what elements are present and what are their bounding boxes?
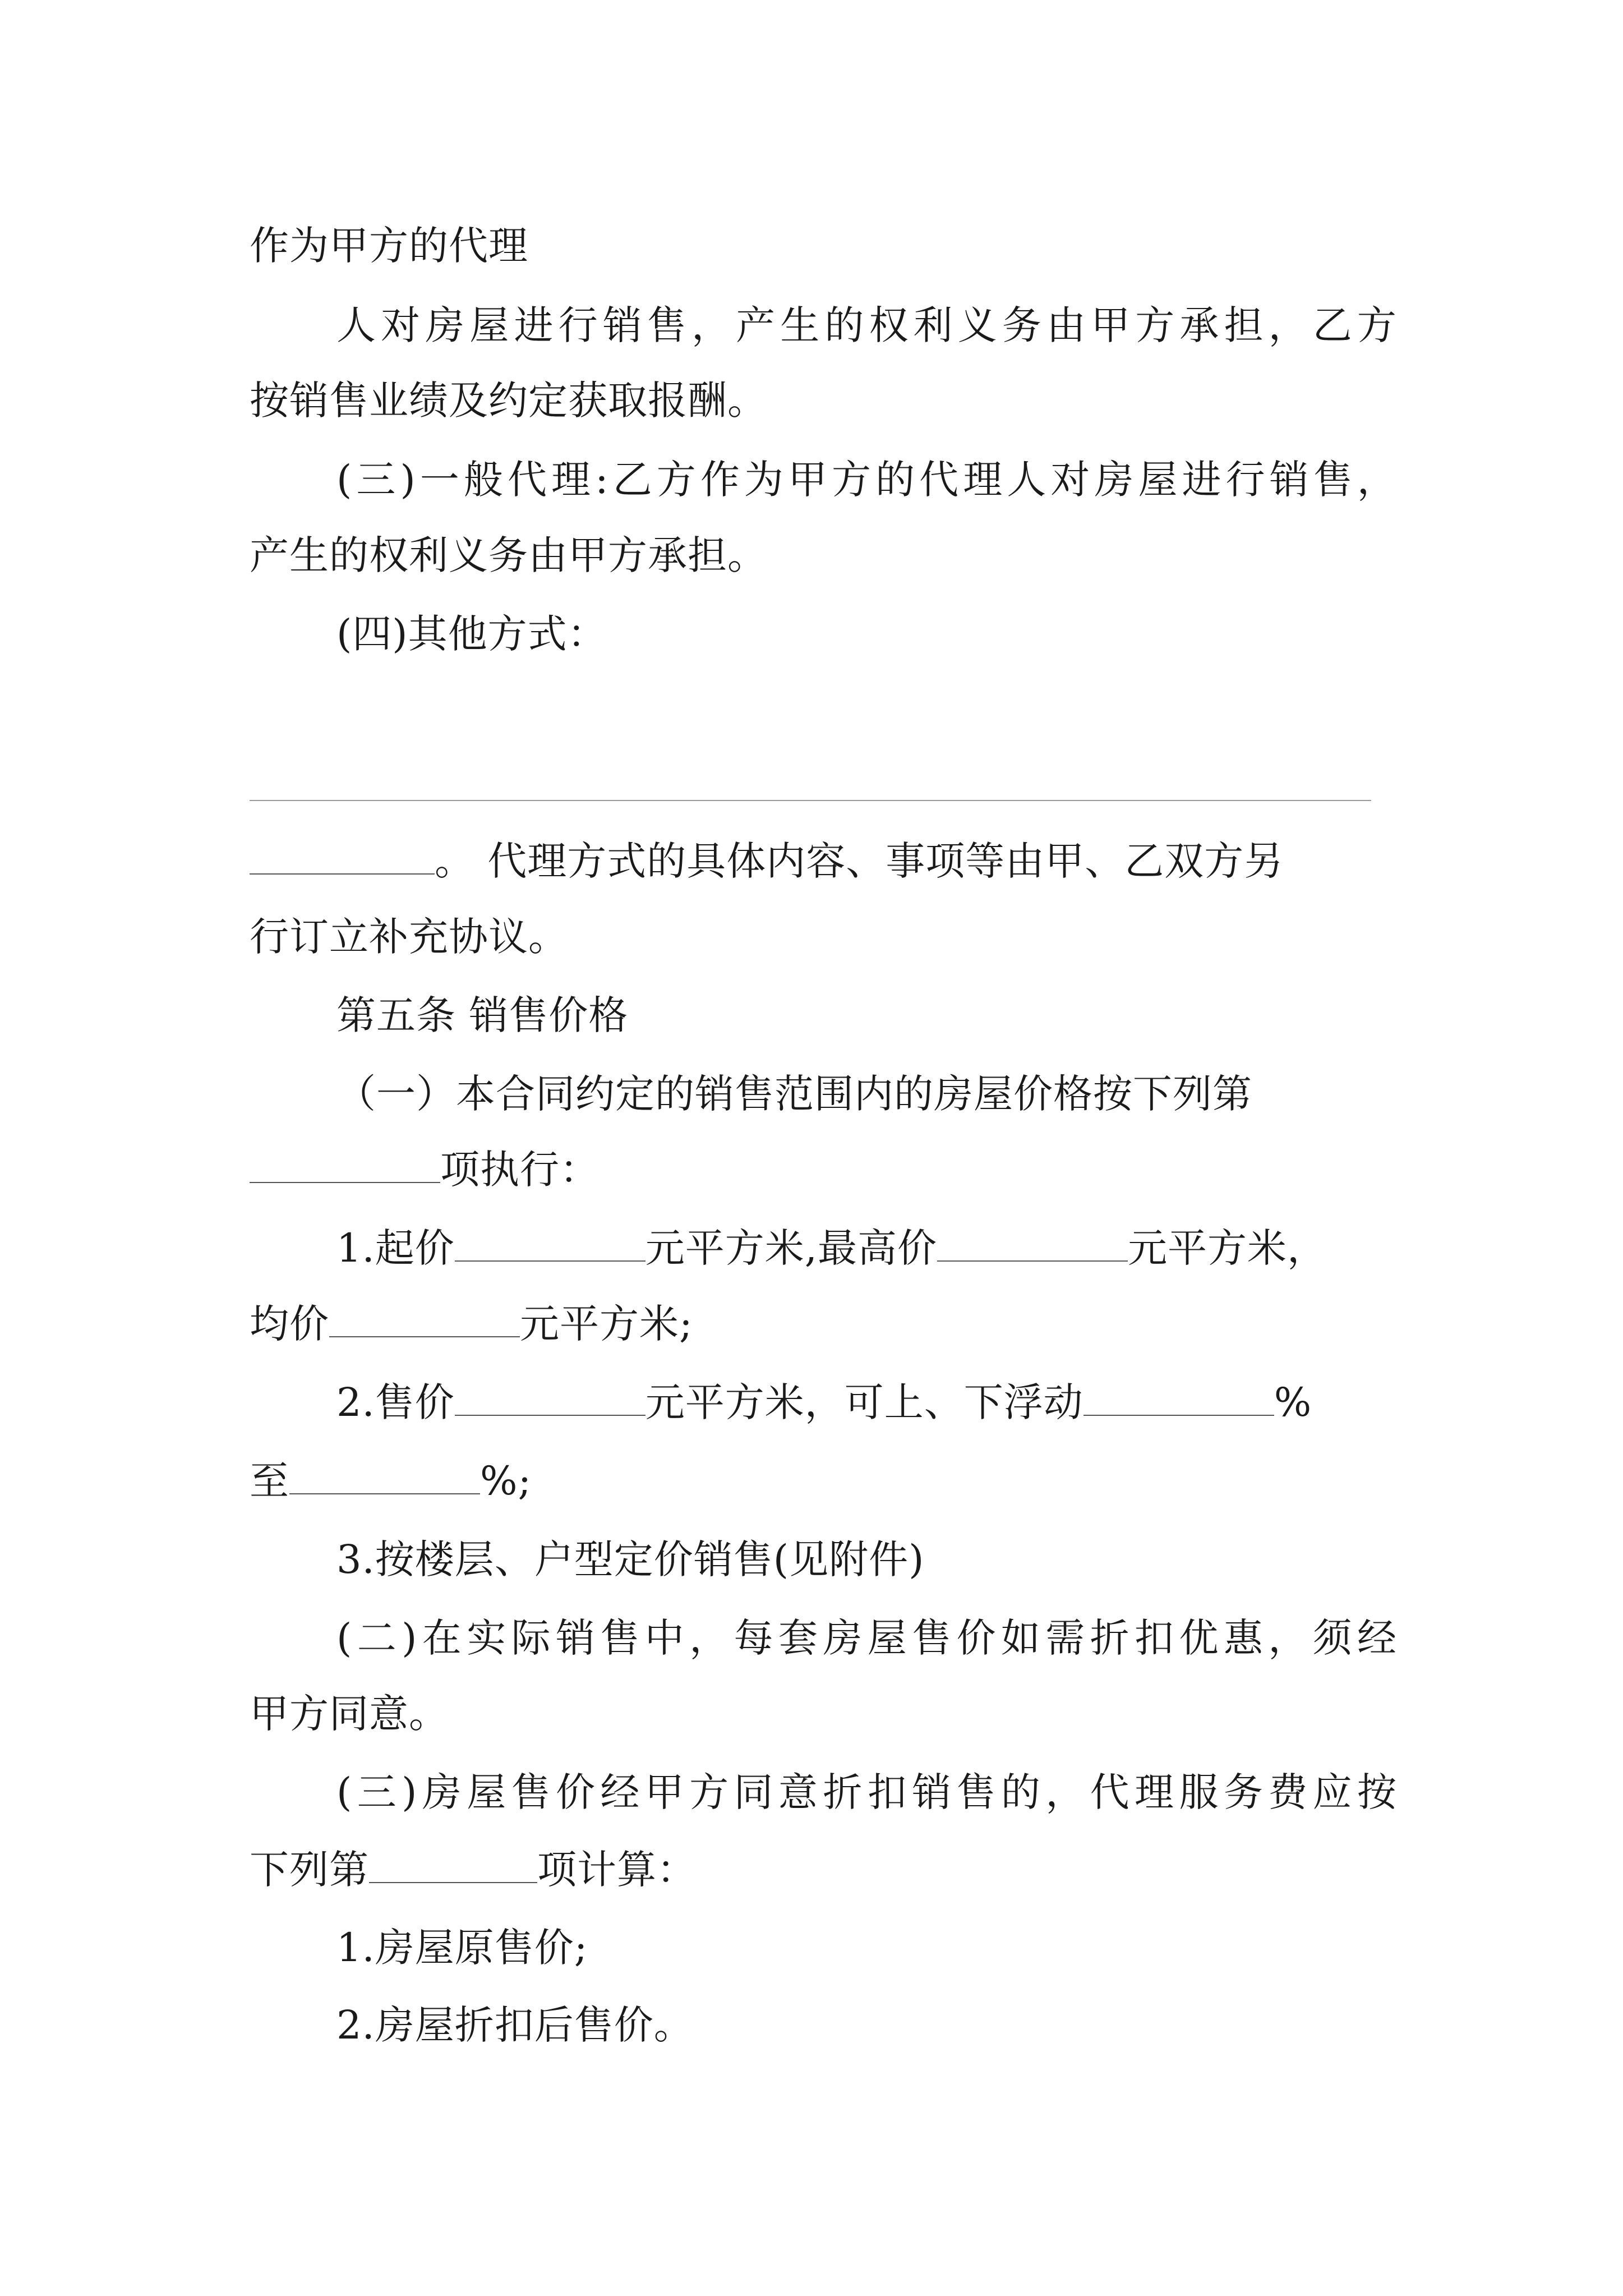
glyph: 对 bbox=[1050, 457, 1090, 503]
glyph: 屋 bbox=[1138, 457, 1178, 503]
glyph: ) bbox=[402, 1615, 417, 1661]
fill-in-blank bbox=[455, 1380, 645, 1416]
line-text: 元平方米; bbox=[520, 1301, 693, 1347]
glyph: 房 bbox=[422, 1769, 462, 1815]
glyph: 理 bbox=[963, 457, 1003, 503]
glyph: 的 bbox=[824, 302, 864, 348]
glyph: 作 bbox=[700, 457, 740, 503]
glyph: 优 bbox=[1179, 1615, 1219, 1661]
glyph: ( bbox=[336, 1615, 352, 1661]
glyph: 扣 bbox=[1135, 1615, 1174, 1661]
glyph: 售 bbox=[600, 1615, 640, 1661]
glyph: 产 bbox=[736, 302, 776, 348]
glyph: 销 bbox=[1269, 457, 1309, 503]
glyph: 须 bbox=[1312, 1615, 1352, 1661]
line-text: 均价 bbox=[250, 1301, 329, 1347]
line-text: 下列第 bbox=[250, 1847, 369, 1893]
glyph: 房 bbox=[425, 302, 465, 348]
paragraph-line bbox=[336, 452, 1396, 508]
glyph: 经 bbox=[1357, 1615, 1396, 1661]
glyph: 代 bbox=[919, 457, 959, 503]
glyph: 销 bbox=[602, 302, 642, 348]
glyph: : bbox=[595, 457, 608, 503]
glyph: 二 bbox=[357, 1615, 396, 1661]
glyph: 代 bbox=[1090, 1769, 1129, 1815]
glyph: 需 bbox=[1045, 1615, 1085, 1661]
glyph: 对 bbox=[381, 302, 421, 348]
line-text: 至 bbox=[250, 1458, 289, 1504]
glyph: 方 bbox=[1135, 302, 1175, 348]
glyph: 为 bbox=[744, 457, 783, 503]
glyph: 人 bbox=[336, 302, 376, 348]
paragraph-line: 作为甲方的代理 bbox=[250, 223, 528, 269]
paragraph-line bbox=[336, 1374, 1312, 1430]
glyph: ) bbox=[402, 1769, 417, 1815]
glyph: 务 bbox=[1223, 1769, 1263, 1815]
glyph: 售 bbox=[912, 1615, 952, 1661]
glyph: 价 bbox=[956, 1615, 996, 1661]
glyph: 行 bbox=[1225, 457, 1265, 503]
glyph: 销 bbox=[555, 1615, 595, 1661]
glyph: 人 bbox=[1007, 457, 1046, 503]
glyph: 价 bbox=[555, 1769, 595, 1815]
fill-in-blank bbox=[369, 1847, 537, 1883]
paragraph-line bbox=[336, 1220, 1327, 1276]
paragraph-line bbox=[336, 1610, 1396, 1666]
line-text: 1.起价 bbox=[336, 1225, 455, 1271]
paragraph-line: 2.房屋折扣后售价。 bbox=[336, 2002, 694, 2048]
glyph: 进 bbox=[514, 302, 554, 348]
glyph: 行 bbox=[558, 302, 598, 348]
paragraph-line bbox=[250, 1453, 532, 1509]
glyph: 由 bbox=[1046, 302, 1086, 348]
glyph: 屋 bbox=[867, 1615, 907, 1661]
glyph: ， bbox=[1268, 1615, 1308, 1661]
glyph: ( bbox=[336, 457, 352, 503]
fill-in-blank bbox=[289, 1458, 480, 1494]
glyph: ， bbox=[1357, 457, 1396, 503]
glyph: 在 bbox=[422, 1615, 462, 1661]
fill-in-blank bbox=[937, 1226, 1128, 1262]
paragraph-line: 行订立补充协议。 bbox=[250, 914, 568, 960]
paragraph-line: (四)其他方式： bbox=[336, 611, 607, 657]
glyph: 费 bbox=[1268, 1769, 1308, 1815]
glyph: 房 bbox=[823, 1615, 863, 1661]
paragraph-line: （一）本合同约定的销售范围内的房屋价格按下列第 bbox=[336, 1071, 1252, 1117]
glyph: 际 bbox=[511, 1615, 551, 1661]
line-text: % bbox=[1274, 1379, 1312, 1425]
glyph: 般 bbox=[463, 457, 503, 503]
glyph: 生 bbox=[780, 302, 820, 348]
fill-in-blank bbox=[250, 1147, 440, 1183]
glyph: 权 bbox=[869, 302, 909, 348]
paragraph-line bbox=[250, 833, 1284, 889]
glyph: ) bbox=[400, 457, 416, 503]
glyph: 三 bbox=[356, 457, 396, 503]
glyph: 三 bbox=[357, 1769, 396, 1815]
line-text: 项执行： bbox=[440, 1147, 600, 1193]
fill-in-blank bbox=[1083, 1380, 1274, 1416]
paragraph-line: 1.房屋原售价; bbox=[336, 1925, 588, 1971]
glyph: 乙 bbox=[612, 457, 652, 503]
line-text: %; bbox=[480, 1458, 532, 1504]
glyph: 房 bbox=[1094, 457, 1134, 503]
glyph: 折 bbox=[1090, 1615, 1129, 1661]
paragraph-line: 3.按楼层、户型定价销售(见附件) bbox=[336, 1536, 925, 1582]
paragraph-line bbox=[336, 1764, 1396, 1820]
glyph: 中 bbox=[644, 1615, 684, 1661]
glyph: 甲 bbox=[644, 1769, 684, 1815]
glyph: 惠 bbox=[1223, 1615, 1263, 1661]
horizontal-rule bbox=[250, 800, 1371, 801]
glyph: 按 bbox=[1357, 1769, 1396, 1815]
paragraph-line bbox=[250, 1296, 693, 1352]
glyph: 甲 bbox=[787, 457, 827, 503]
glyph: 实 bbox=[467, 1615, 506, 1661]
line-text: 元平方米,最高价 bbox=[645, 1225, 938, 1271]
paragraph-line bbox=[336, 297, 1396, 353]
line-text: 2.售价 bbox=[336, 1379, 455, 1425]
glyph: 屋 bbox=[469, 302, 509, 348]
glyph: 经 bbox=[600, 1769, 640, 1815]
section-heading: 第五条 销售价格 bbox=[336, 992, 629, 1038]
glyph: 售 bbox=[1313, 457, 1353, 503]
fill-in-blank bbox=[455, 1226, 645, 1262]
glyph: 乙 bbox=[1312, 302, 1352, 348]
glyph: 方 bbox=[1357, 302, 1396, 348]
glyph: 方 bbox=[832, 457, 872, 503]
glyph: 意 bbox=[778, 1769, 818, 1815]
glyph: ( bbox=[336, 1769, 352, 1815]
glyph: 每 bbox=[734, 1615, 773, 1661]
fill-in-blank bbox=[250, 839, 435, 875]
glyph: 代 bbox=[507, 457, 547, 503]
glyph: ， bbox=[1045, 1769, 1085, 1815]
glyph: 甲 bbox=[1091, 302, 1131, 348]
line-text: 。 代理方式的具体内容、事项等由甲、乙双方另 bbox=[435, 838, 1284, 884]
line-text: 项计算： bbox=[537, 1847, 697, 1893]
glyph: 的 bbox=[875, 457, 915, 503]
glyph: 售 bbox=[647, 302, 686, 348]
paragraph-line: 甲方同意。 bbox=[250, 1691, 449, 1737]
glyph: 售 bbox=[956, 1769, 996, 1815]
glyph: 扣 bbox=[867, 1769, 907, 1815]
fill-in-blank bbox=[329, 1301, 520, 1337]
glyph: 服 bbox=[1179, 1769, 1219, 1815]
paragraph-line bbox=[250, 1142, 600, 1198]
glyph: 方 bbox=[656, 457, 696, 503]
glyph: 如 bbox=[1000, 1615, 1040, 1661]
glyph: 义 bbox=[957, 302, 997, 348]
line-text: 元平方米，可上、下浮动 bbox=[645, 1379, 1083, 1425]
glyph: 销 bbox=[912, 1769, 952, 1815]
glyph: 售 bbox=[511, 1769, 551, 1815]
glyph: 一 bbox=[419, 457, 459, 503]
glyph: 的 bbox=[1000, 1769, 1040, 1815]
line-text: 元平方米， bbox=[1128, 1225, 1327, 1271]
glyph: 务 bbox=[1002, 302, 1041, 348]
glyph: 承 bbox=[1179, 302, 1219, 348]
glyph: 利 bbox=[913, 302, 953, 348]
glyph: 方 bbox=[689, 1769, 729, 1815]
paragraph-line: 产生的权利义务由甲方承担。 bbox=[250, 532, 767, 578]
glyph: 折 bbox=[823, 1769, 863, 1815]
glyph: 应 bbox=[1312, 1769, 1352, 1815]
glyph: 屋 bbox=[467, 1769, 506, 1815]
glyph: ， bbox=[1268, 302, 1308, 348]
glyph: ， bbox=[691, 302, 731, 348]
paragraph-line: 按销售业绩及约定获取报酬。 bbox=[250, 378, 767, 424]
glyph: 理 bbox=[551, 457, 591, 503]
glyph: 理 bbox=[1135, 1769, 1174, 1815]
glyph: 担 bbox=[1224, 302, 1264, 348]
paragraph-line bbox=[250, 1842, 697, 1898]
glyph: 进 bbox=[1182, 457, 1221, 503]
glyph: 同 bbox=[734, 1769, 773, 1815]
glyph: 套 bbox=[778, 1615, 818, 1661]
glyph: ， bbox=[689, 1615, 729, 1661]
